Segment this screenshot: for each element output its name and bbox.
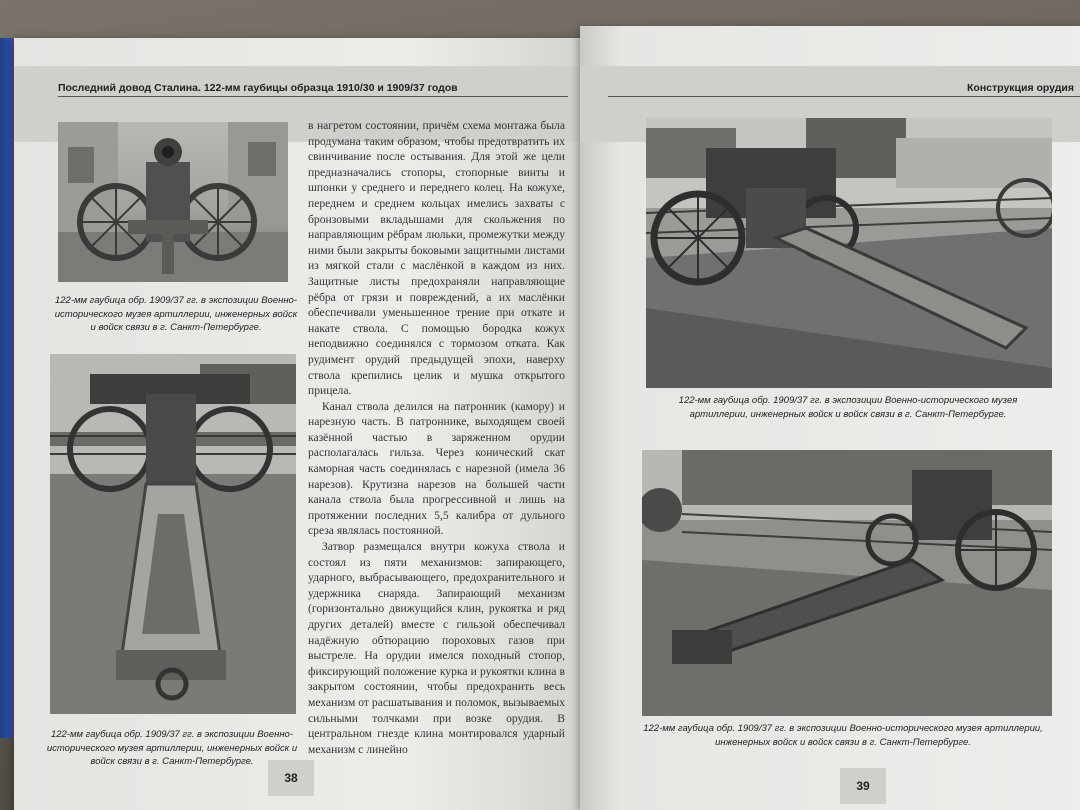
body-paragraph: Затвор размещался внутри кожуха ствола и состоял из пяти механизмов: запирающего, ударного, выбрасывающего, предохранительного и удержника снаряда. Запирающий механизм (горизонтально движущийся клин, рукоятка и ряд других деталей) вместе с гильзой обеспечивал надёжную обтюрацию пороховых газов при выстреле. На орудии имелся походный стопор, фиксирующий положение курка и рукоятки клина в закрытом состоянии, чтобы предохранить весь механизм от расшатывания и поломок, вызываемых сильными толчками при возке орудия. В центральном гнезде клина монтировался ударный механизм с линейно [308, 540, 565, 756]
photo-caption: 122-мм гаубица обр. 1909/37 гг. в экспозиции Военно-исторического музея артиллерии, инженерных войск и войск связи в г. Санкт-Петербурге. [678, 395, 1018, 420]
body-paragraph: в нагретом состоянии, причём схема монтажа была продумана таким образом, чтобы предотвратить их свинчивание после остывания. Для этой же цели предназначались стопоры, стопорные винты и шпонки у среднего и переднего колец. На кожухе, переднем и среднем кольцах имелись захваты с бронзовыми вкладышами для скольжения по направляющим рёбрам люльки, промежутки между ними были закрыты боковыми защитными листами из мягкой стали с маслёнкой в каждом из них. Защитные листы предохраняли направляющие рёбра от грязи и повреждений, а их маслёнки обеспечивали уменьшенное трение при откате и накате ствола. С помощью бородка кожух неподвижно соединялся с тормозом отката. Как рудимент орудий предыдущей эпохи, наверху ствола крепились целик и мушка открытого прицела. [308, 119, 565, 398]
photo-caption: 122-мм гаубица обр. 1909/37 гг. в экспозиции Военно-исторического музея артиллерии, инженерных войск и войск связи в г. Санкт-Петербурге. [643, 723, 1043, 748]
photo-caption: 122-мм гаубица обр. 1909/37 гг. в экспозиции Военно-исторического музея артиллерии, инженерных войск и войск связи в г. Санкт-Петербурге. [54, 295, 298, 333]
page-number: 38 [268, 760, 314, 796]
header-rule [608, 96, 1080, 97]
page-number: 39 [840, 768, 886, 804]
header-rule [58, 96, 568, 97]
body-paragraph: Канал ствола делился на патронник (камору) и нарезную часть. В патроннике, выходящем своей казённой частью в заряженном орудии располагалась гильза. Через конический скат каморная часть соединялась с нарезной (имела 36 нарезов). Крутизна нарезов на большей части канала ствола была прогрессивной и лишь на протяжении последних 5,5 калибра от дульного среза являлась постоянной. [308, 399, 565, 538]
body-text-column [308, 118, 565, 757]
running-title: Конструкция орудия [967, 82, 1074, 94]
photo-howitzer-rear-view [50, 354, 296, 714]
right-page [580, 26, 1080, 810]
photo-howitzer-angled-view [642, 450, 1052, 716]
left-page [14, 38, 580, 810]
running-title: Последний довод Сталина. 122-мм гаубицы образца 1910/30 и 1909/37 годов [58, 82, 458, 94]
photo-caption: 122-мм гаубица обр. 1909/37 гг. в экспозиции Военно-исторического музея артиллерии, инженерных войск и войск связи в г. Санкт-Петербурге. [46, 729, 298, 767]
photo-howitzer-side-view [646, 118, 1052, 388]
photo-howitzer-front-view [58, 122, 288, 282]
